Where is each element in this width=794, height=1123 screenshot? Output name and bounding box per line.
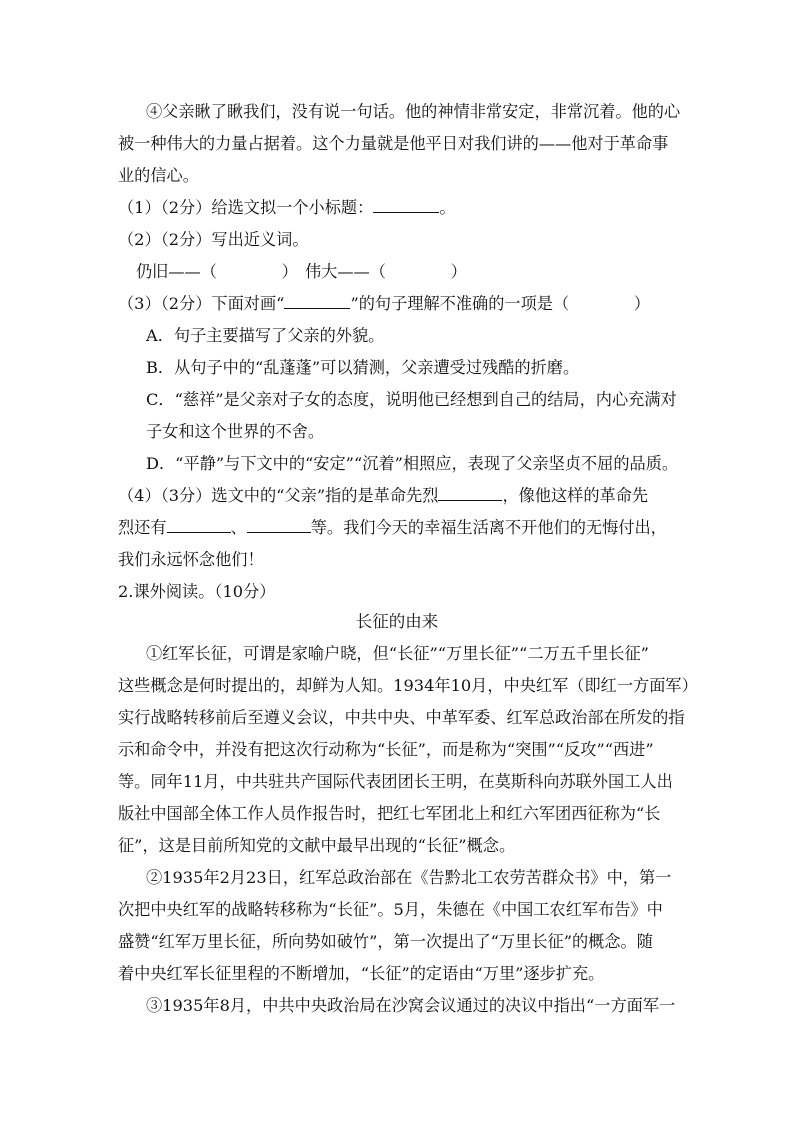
answer-blank[interactable] — [167, 518, 231, 533]
answer-blank[interactable] — [247, 518, 311, 533]
option-c-line1: C．“慈祥”是父亲对子女的态度，说明他已经想到自己的结局，内心充满对 — [146, 390, 677, 409]
question-3-text-b: ”的句子理解不准确的一项是（ ） — [350, 294, 651, 313]
p1-line3: 实行战略转移前后至遵义会议，中共中央、中革军委、红军总政治部在所发的指 — [118, 708, 685, 727]
answer-blank[interactable] — [438, 486, 502, 501]
underline-mark — [284, 294, 350, 309]
question-4-line3: 我们永远怀念他们！ — [118, 550, 264, 569]
option-b: B．从句子中的“乱蓬蓬”可以猜测，父亲遭受过残酷的折磨。 — [146, 358, 580, 377]
p2-line3: 盛赞“红军万里长征，所向势如破竹”，第一次提出了“万里长征”的概念。随 — [118, 932, 653, 951]
question-4-text-c: 烈还有 — [118, 518, 167, 537]
answer-blank[interactable] — [373, 198, 439, 213]
question-4-text-b: ，像他这样的革命先 — [502, 486, 649, 505]
option-c-line2: 子女和这个世界的不舍。 — [146, 422, 325, 441]
para4-line2: 被一种伟大的力量占据着。这个力量就是他平日对我们讲的——他对于革命事 — [118, 134, 669, 153]
question-2: （2）（2分）写出近义词。 — [118, 230, 309, 249]
p2-line4: 着中央红军长征里程的不断增加，“长征”的定语由“万里”逐步扩充。 — [118, 964, 605, 983]
para4-line1: ④父亲瞅了瞅我们，没有说一句话。他的神情非常安定，非常沉着。他的心 — [146, 102, 681, 121]
p1-line1: ①红军长征，可谓是家喻户晓，但“长征”“万里长征”“二万五千里长征” — [146, 644, 649, 663]
p1-line2: 这些概念是何时提出的，却鲜为人知。1934年10月，中央红军（即红一方面军） — [118, 676, 698, 695]
p1-line6: 版社中国部全体工作人员作报告时，把红七军团北上和红六军团西征称为“长 — [118, 804, 661, 823]
question-1-end: 。 — [439, 198, 456, 217]
p1-line4: 示和命令中，并没有把这次行动称为“长征”，而是称为“突围”“反攻”“西进” — [118, 740, 654, 759]
p1-line7: 征”，这是目前所知党的文献中最早出现的“长征”概念。 — [118, 836, 516, 855]
option-d: D．“平静”与下文中的“安定”“沉着”相照应，表现了父亲坚贞不屈的品质。 — [146, 454, 679, 473]
question-4-line2 — [118, 517, 667, 539]
question-3-text-a: （3）（2分）下面对画“ — [118, 294, 285, 313]
section2-heading: 2.课外阅读。（10分） — [118, 582, 276, 601]
p2-line1: ②1935年2月23日，红军总政治部在《告黔北工农劳苦群众书》中，第一 — [146, 868, 672, 887]
para4-line3: 业的信心。 — [118, 166, 199, 185]
question-1 — [118, 197, 456, 219]
question-4-text-e: 等。我们今天的幸福生活离不开他们的无悔付出， — [310, 518, 667, 537]
passage-title: 长征的由来 — [355, 612, 439, 631]
question-3 — [118, 293, 650, 315]
question-4-line1 — [118, 485, 648, 507]
question-4-text-a: （4）（3分）选文中的“父亲”指的是革命先烈 — [118, 486, 439, 505]
question-4-text-d: 、 — [230, 518, 247, 537]
synonym-pair-1: 仍旧——（ ） — [136, 262, 298, 281]
p2-line2: 次把中央红军的战略转移称为“长征”。5月，朱德在《中国工农红军布告》中 — [118, 900, 663, 919]
p3-line1: ③1935年8月，中共中央政治局在沙窝会议通过的决议中指出“一方面军一 — [146, 996, 676, 1015]
question-1-text: （1）（2分）给选文拟一个小标题： — [118, 198, 374, 217]
p1-line5: 等。同年11月，中共驻共产国际代表团团长王明，在莫斯科向苏联外国工人出 — [118, 772, 673, 791]
option-a: A．句子主要描写了父亲的外貌。 — [146, 326, 385, 345]
synonym-pair-2: 伟大——（ ） — [305, 262, 467, 281]
